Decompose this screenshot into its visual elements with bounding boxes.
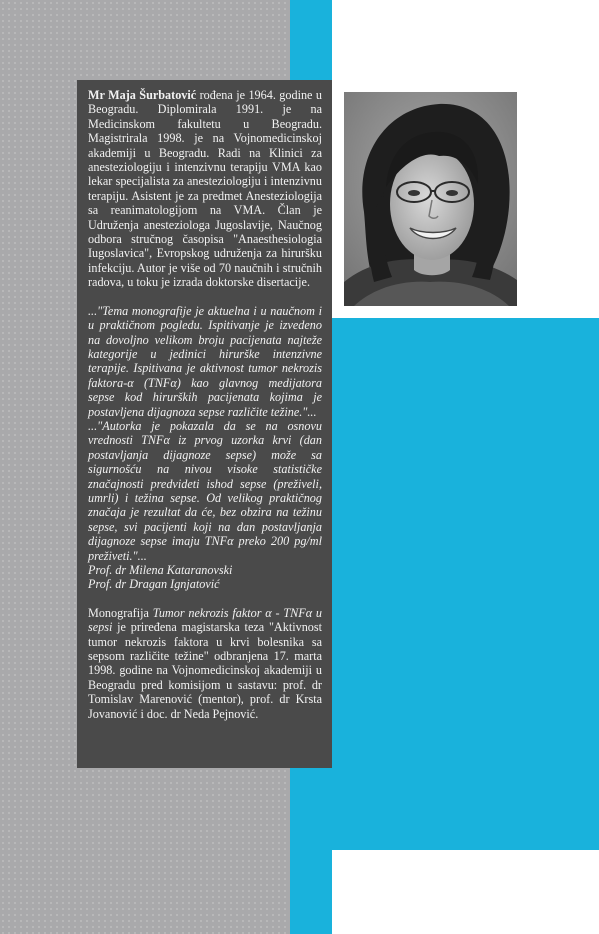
white-corner	[332, 850, 599, 934]
author-photo-frame	[333, 80, 528, 318]
monograph-text: je priređena magistarska teza "Aktivnost tumor nekrozis faktora u krvi bolesnika sa sepsom različite težine" odbranjena 17. marta 1998. godine na Vojnomedicinskoj akademiji u Beogradu pred komisijom u sastavu: prof. dr Tomislav Marenović (mentor), prof. dr Krsta Jovanović i doc. dr Neda Pejnović.	[88, 620, 323, 721]
back-cover-text-panel	[77, 80, 332, 768]
author-bio	[88, 88, 322, 290]
author-bio-text: rođena je 1964. godine u Beogradu. Diplomirala 1991. je na Medicinskom fakultetu u Beogradu. Magistrirala 1998. je na Vojnomedicinskoj akademiji u Beogradu. Radi na Klinici za anesteziologiju i intenzivnu terapiju VMA kao lekar specijalista za anesteziologiju i intenzivnu terapiju. Asistent je za predmet Anesteziologija sa reanimatologijom na VMA. Član je Udruženja anesteziologa Jugoslavije, Naučnog odbora stručnog časopisa "Anaesthesiologia Iugoslavica", Evropskog udruženja za hiruršku infekciju. Autor je više od 70 naučnih i stručnih radova, u toku je izrada doktorske disertacije.	[88, 88, 322, 290]
reviewer-signature-2: Prof. dr Dragan Ignjatović	[88, 577, 220, 592]
review-quote-2: ..."Autorka je pokazala da se na osnovu vrednosti TNFα iz prvog uzorka krvi (dan postavljanja dijagnoze sepse) može sa sigurnošću na nivou visoke statističke značajnosti predvideti ishod sepse (preživeli, umrli) i težina sepse. Od velikog praktičnog značaja je rezultat da će, bez obzira na težinu sepse, svi pacijenti koji na dan postavljanja dijagnoze sepse imaju TNFα preko 200 pg/ml preživeti."...	[88, 418, 322, 563]
monograph-title: Tumor nekrozis faktor α - TNFα u sepsi	[88, 605, 322, 635]
monograph-lead: Monografija	[88, 605, 149, 620]
cyan-block	[332, 318, 599, 850]
author-photo	[344, 92, 517, 306]
reviewer-signature-1: Prof. dr Milena Kataranovski	[88, 563, 233, 577]
monograph-note	[88, 606, 322, 721]
review-quote-1: ..."Tema monografije je aktuelna i u naučnom i u praktičnom pogledu. Ispitivanje je izvedeno na dovoljno velikom broju pacijenata najteže kategorije u jedinici hirurške intenzivne terapije. Ispitivana je aktivnost tumor nekrozis faktora-α (TNFα) kao glavnog medijatora sepse kod hirurških pacijenata kojima je postavljena dijagnoza sepse različite težine."...	[88, 303, 322, 419]
author-name: Mr Maja Šurbatović	[88, 88, 197, 102]
